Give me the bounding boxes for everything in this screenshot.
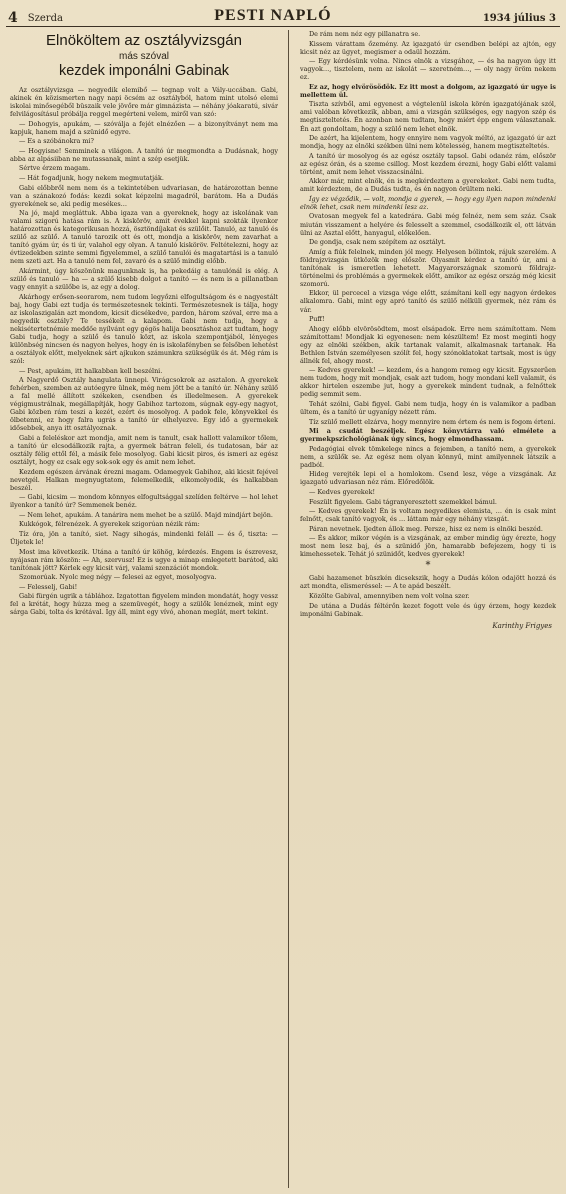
article-paragraph: Na jó, majd megláttuk. Abba igaza van a gyereknek, hogy az iskolának van valami szigorú hatása rám is. A kisköröv, amit évekkel kapni szokták ilyenkor határozottan és kategorikusan hozzá, ösztöndíjakat és szülőit. Tanuló, az tanuló és szülő az szülő. A tanuló tarozik ott és ott, mondja a kisköröv, nem zavarhat a tanító gyám úr, és ti úr, valahol egy olyan. A tanuló kisköröv. Feltételezni, hogy az évtizedekben szinte semmi figyelemmel, a szülő tanulói és magatartási is a tanuló nem szeti azt. Ha a tanuló nem fel, zavaró és a szülő mindig előbb. — [10, 209, 278, 266]
article-paragraph: Puff! — [309, 315, 325, 324]
article-paragraph: — Hogyisne! Semminek a világon. A tanító úr megmondta a Dudásnak, hogy abba az alpásiiban ne mutassanak, mint a szép esetjük. — [10, 146, 278, 163]
article-paragraph: Akkor már, mint elnök, én is megkérdeztem a gyerekeket. Gabi nem tudta, amit kérdeztem, de a Dudás tudta, és én nagyon örültem neki. — [300, 177, 556, 194]
article-paragraph: Kissem várattam őzemény. Az igazgató úr csendben belépi az ajtón, egy kicsit néz az ügyet, megismer a odaül hozzám. — [300, 39, 556, 56]
right-column — [300, 30, 556, 1188]
article-paragraph: Ahogy előbb elvörösödtem, most elsápadok. Erre nem számítottam. Nem számítottam! Mondjak ki egyenesen: nem készültem! Ez most meginti hogy egy az elnöki székben, akik tartanak valamit, alkalmasnak tartanak. Ha Bethlen István személyesen szólít fel, hogy szónoklatokat tartsak, most is úgy állnék fel, ahogy most. — [300, 324, 556, 365]
article-paragraph: Gabi a feleléskor azt mondja, amit nem is tanult, csak hallott valamikor tőlem, a tanító úr elcsodálkozik rajta, a gyermek bátran feleli, és tudatosan, bár az osztály félig ettől fél, a másik fele mosolyog. Gabi kicsit piros, és ismeri az egész osztályt, hogy ez csak egy sok-sok egy és amit nem lehet. — [10, 433, 278, 467]
article-paragraph: Akármint, úgy köszönünk magunknak is, ha pekedáig a tanulónál is elég. A szülő és tanuló — ha — a szülő kisebb dolgot a tanító — és nem is a pillanatban vagy ennyit a szülőbe is, az egy a dolog. — [10, 266, 278, 292]
article-paragraph: Hideg verejték lepi el a homlokom. Csend lesz, vége a vizsgának. Az igazgató udvariasan néz rám. Előredőlök. — [300, 470, 556, 487]
article-paragraph: Kezdem egészen árvának érezni magam. Odamegyek Gabihoz, aki kicsit fejével nevetgél. Halkan megnyugtatom, felemelkedik, elkomolyodik, és halkabban beszél. — [10, 467, 278, 492]
article-headline — [10, 32, 278, 80]
day-of-week: Szerda — [27, 13, 63, 24]
headline-line-3: kezdek imponálni Gabinak — [58, 63, 230, 79]
article-paragraph: — Pest, apukám, itt halkabban kell beszélni. — [19, 366, 163, 375]
article-paragraph: Így ez végződik, — volt, mondja a gyerek, — hogy egy ilyen napon mindenki elnök lehet, csak nem mindenki lesz az. — [300, 194, 556, 211]
article-paragraph: Kukkógok, félrenézek. A gyerekek szigorúan nézik rám: — [19, 520, 200, 529]
left-column-body — [10, 86, 278, 616]
article-paragraph: De rám nem néz egy pillanatra se. — [309, 30, 421, 38]
article-paragraph: — Kedves gyerekek! — kezdem, és a hangom remeg egy kicsit. Egyszerűen nem tudom, hogy mit mondjak, csak azt tudom, hogy mondani kell valamit, és akkor hirtelen eszembe jut, hogy a gyerekek mindent tudnak, a felnőttek pedig semmit sem. — [300, 366, 556, 399]
article-paragraph: * — [425, 560, 431, 572]
article-paragraph: — Kedves gyerekek! Én is voltam negyedikes elemista, … én is csak mint felnőtt, csak tanító vagyok, és … láttam már egy néhány vizsgát. — [300, 507, 556, 524]
masthead-left — [6, 10, 63, 26]
article-paragraph: Tiszta szívből, ami egyenest a végtelenül iskola körén igazgatójának szól, ami valóban következik, abban, ami a vizsgán szükséges, egy nagyon szép és megtiszteltetés. Én azonban nem tudtam, hogy miért épp engem választanak. Én azt gondoltam, hogy a szülő nem lehet elnök. — [300, 100, 556, 133]
article-paragraph: — Dohogyis, apukám, — szóválja a fejét elnézően — a bizonyítványt nem ma kapjuk, hanem majd a szünidő egyre. — [10, 119, 278, 136]
article-paragraph: A tanító úr mosolyog és az egész osztály tapsol. Gabi odanéz rám, először az egész órán, és a szeme csillog. Most kezdem érezni, hogy Gabi előtt valami történt, amit nem lehet visszacsinálni. — [300, 151, 556, 176]
article-paragraph: Ovatosan megyek fel a katedrára. Gabi még felnéz, nem sem száz. Csak miután visszament a helyére és felesselt a szemmel, csodálkozik el, ott látván ülni az Asztal előtt, hanyagul, előkelően. — [300, 212, 556, 237]
author-signature: Karinthy Frigyes — [492, 621, 552, 630]
column-divider — [288, 30, 289, 1188]
article-paragraph: Feszült figyelem. Gabi tágranyeresztett szemekkel bámul. — [309, 497, 497, 506]
article-paragraph: Páran nevetnek. Ijedten állok meg. Persze, hisz ez nem is elnöki beszéd. — [309, 524, 543, 533]
article-paragraph: Ez az, hogy elvörösödök. Ez itt most a dolgom, az igazgató úr ugye is mellettem ül. — [300, 82, 556, 99]
article-paragraph: Gabi fürgén ugrik a táblához. Izgatottan figyelem minden mondatát, hogy vessz fel a krétát, hogy húzza meg a szemüvegét, hogy a szülők lenéznek, mint egy sárga Gabi, tolta és krétával. Igy áll, mint egy vívó, ahonan meglát, mert tekint. — [10, 592, 278, 617]
headline-line-1: Elnököltem az osztályvizsgán — [46, 32, 242, 49]
article-paragraph: Gabi hazamenet büszkén dicsekszik, hogy a Dudás kólon odajött hozzá és azt mondta, elismeréssel: — A te apád beszélt. — [300, 574, 556, 591]
article-paragraph: — Egy kérdésünk volna. Nincs elnök a vizsgához, — és ha nagyon úgy itt vagyok…, tisztelem, nem az iskolát — szeretném…, — oly nagy öröm nekem ez. — [300, 57, 556, 82]
article-paragraph: Sértve érzem magam. — [19, 164, 91, 173]
article-paragraph: De gondja, csak nem szépítem az osztályt. — [309, 238, 446, 247]
article-paragraph: — Felesselj, Gabi! — [19, 582, 78, 591]
article-paragraph: Gabi előbbről nem nem és a tekintetében udvariasan, de határozottan benne van a szánakozó fodás: kezdi sokat képzelni magadról, barátom. Ha a Dudás gyerekének se, aki pedig mesékes… — [10, 183, 278, 208]
article-paragraph: Ekkor, ül percecel a vizsga vége előtt, számítani kell egy nagyon érdekes alkalomra. Gabi, mint egy apró tanító és szülő nélküli gyermek, néz rám és vár. — [300, 289, 556, 314]
article-paragraph: Az osztályvizsga — negyedik elemibő — tegnap volt a Vály-uccában. Gabi, akinek én közismerten nagy napi öcsém az osztályból, hatom mint utolsó elemi iskolai minősegéből büszaik vele jövőre már gimnázista — néhány jóakaratú, sivár felvilágosításul próbálja reggel megérteni velem, miről van szó: — [10, 86, 278, 119]
masthead — [6, 4, 560, 27]
article-paragraph: — Es a szóbánokra mi? — [19, 137, 94, 146]
article-paragraph: Akárhogy erősen-seorarom, nem tudom legyőzni elfogultságom és e nagyestált baj, hogy Gabi ezt tudja és természetesnek tekinti. Természetesnek is tálja, hogy az iskolaszigalán azt mondom, kicsit dicsékedve, pardon, három szóval, erre ma a negyedik osztály? Te tessékelt a kalapom. Gabi nem tudja, hogy a nekisétertetnémie meddőe nyílvánt egy gégös halija beosztáshoz azt tudtam, hogy Gabi tudja, hogy a szülő és tanuló közt, az iskola szempontjából, lényeges különbség nincsen és nagyon helyes, hogy én is iskolafényben se felsőben lehetést a osztályok előtt, melyeknek sárt ajkukon számunkra szükségük és át. Még rám is szól: — [10, 292, 278, 365]
right-column-body — [300, 30, 556, 618]
article-paragraph: A Nagyerdő Osztály hangulata ünnepi. Virágcsokrok az asztalon. A gyerekek fehérben, szemben az autóegyre ülnek, még nem jött be a tanító úr. Néhány szülő a fal mellé állított székeken, csendben és illedelmesen. A gyerekek végigmustrálnak, megállapítják, hogy Gabihoz tartozom, súgnak egy-egy nagyot, Gabi közben rám teszi a kezét, ezért és mosolyog. A padok fele, könyvekkel és ölbetenni, ez hogy falra ugrás a tanító úr elhelyezve. Egy idő a gyermekek idősebbek, anya itt osztályoznak. — [10, 376, 278, 433]
article-paragraph: De utána a Dudás féltérőn kezet fogott vele és úgy érzem, hogy kezdek imponálni Gabinak. — [300, 601, 556, 618]
article-paragraph: Tíz óra, jön a tanító, siet. Nagy sihogás, mindenki feláll — és ő, tiszta: — Üljetek le! — [10, 529, 278, 546]
paper-title: PESTI NAPLÓ — [214, 7, 332, 24]
page-number: 4 — [8, 10, 18, 26]
article-paragraph: Pedagógiai elvek tömkelege nincs a fejemben, a tanító nem, a gyerekek nem, a szülők se. Az egész nem olyan könnyű, mint amilyennek látszik a padból. — [300, 444, 556, 469]
article-paragraph: Közölte Gabival, amennyiben nem volt volna szer. — [309, 591, 470, 600]
article-paragraph: Szomorúak. Nyolc meg négy — felesei az egyet, mosolyogva. — [19, 573, 217, 582]
article-paragraph: Most ima következik. Utána a tanító úr köhög, kérdezés. Engem is észrevesz, nyájasan rám köszön: — Ah, szervusz! Ez is ugye a minap emlegetett barátod, aki tanítónak jött? Kérlek egy kicsit várj, valami szenzációt mondok. — [10, 547, 278, 572]
article-paragraph: Tehát szólni, Gabi figyel. Gabi nem tudja, hogy én is valamikor a padban ültem, és a tanító úr ugyanígy nézett rám. — [300, 400, 556, 417]
left-column — [10, 30, 278, 1188]
article-paragraph: — Hát fogadjunk, hogy nekem megmutatják. — [19, 173, 164, 182]
article-paragraph: — Gabi, kicsim — mondom könnyes elfogultsággal szelíden feltérve — hol lehet ilyenkor a tanító úr? Semmenek benéz. — [10, 493, 278, 510]
article-paragraph: De azért, ha kijelentem, hogy ennyire nem vagyok méltó, az igazgató úr azt mondja, hogy az elnöki székben ülni nem kötelesség, hanem megtiszteltetés. — [300, 134, 556, 151]
article-paragraph: — Kedves gyerekek! — [309, 487, 376, 496]
article-paragraph: — És akkor, mikor végén is a vizsgának, az ember mindig úgy érezte, hogy most nem lesz baj, és a szünidő jön, hamarabb befejezem, hogy ti is kimehessetek. Tehát jó szünidőt, kedves gyerekek! — [300, 534, 556, 559]
article-paragraph: — Nem lehet, apukám. A tanárira nem mehet be a szülő. Majd mindjárt bejön. — [19, 510, 273, 519]
article-paragraph: Tíz szülő mellett elzárva, hogy mennyire nem értem és nem is fogom érteni. — [309, 417, 556, 426]
headline-line-2: más szóval — [118, 51, 169, 62]
issue-date: 1934 július 3 — [482, 13, 556, 24]
article-paragraph: Mi a csudát beszéljek. Egész könyvtárra való elmélete a gyermekpszichológiának úgy sincs, hogy elmondhassam. — [300, 427, 556, 444]
article-paragraph: Amíg a fiúk felelnek, minden jól megy. Helyesen bólintok, rájuk szerelém. A földrajzvizsgán ütközök meg először. Olyasmit kérdez a tanító úr, ami a tanítónak is ismeretlen lehetett. Magyarországnak szomorú földrajz-történelmi és problémás a gyermekek előtt, amikor az egész ország még kicsit szomorú. — [300, 247, 556, 288]
